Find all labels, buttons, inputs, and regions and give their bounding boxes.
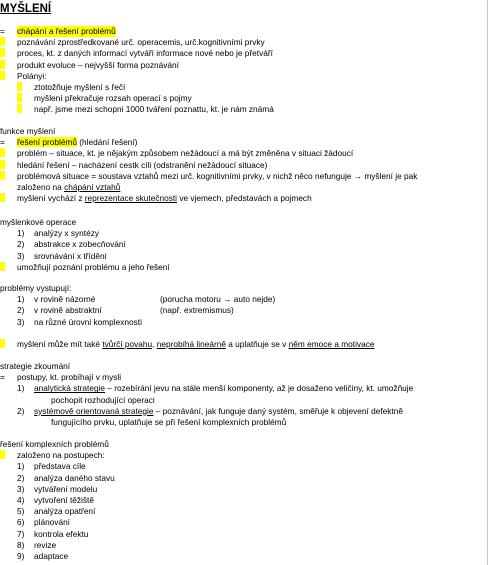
numbered-item: 7) kontrola efektu [17,528,89,539]
list-item: hledání řešení – nacházení cestk cíli (odstranění nežádoucí situace) [0,160,487,171]
list-item: umožňují poznání problému a jeho řešení [0,262,487,273]
list-item: = řešení problémů (hledání řešení) [0,137,138,148]
section-heading: řešení komplexních problémů [0,439,109,449]
numbered-item: 2) abstrakce x zobecňování [17,239,126,250]
numbered-item: 2) analýza daného stavu [17,472,115,483]
section-heading: myšlenkové operace [0,217,77,227]
numbered-item-continuation: fungujícího prvku, uplatňuje se při řešení komplexních problémů [51,416,287,427]
numbered-item: 1) analýzy x syntézy [17,228,100,239]
section-heading: strategie zkoumání [0,361,71,371]
numbered-item: 5) analýza opatření [17,506,96,517]
numbered-item: 3) srovnávání x třídění [17,250,107,261]
numbered-item: 2) systémově orientovaná strategie – poznávání, jak funguje daný systém, směřuje k objevení defektně [17,405,403,416]
numbered-item: 4) vytvoření těžiště [17,494,94,505]
section-complex-problems [0,439,487,562]
numbered-item: 1) představa cíle [17,461,86,472]
list-item: ztotožňuje myšlení s řečí [0,82,487,93]
section-heading: problémy vystupují: [0,283,72,293]
page-margin-line [487,0,488,565]
numbered-item: 6) plánování [17,517,70,528]
section-heading: funkce myšlení [0,126,56,136]
section-strategies [0,361,487,428]
list-item: Polányi: [0,71,487,82]
list-item: myšlení vychází z reprezentace skutečnosti ve vjemech, představách a pojmech [0,193,487,204]
list-item: produkt evoluce – nejvyšší forma poznávání [0,60,487,71]
section-operations [0,217,487,273]
list-item: poznávání zprostředkované urč. operacemis, urč.kognitivními prvky [0,37,487,48]
numbered-item: 1) v rovině názorné (porucha motoru → auto nejde) [17,294,276,305]
list-item: založeno na postupech: [0,450,487,461]
section-definition [0,26,487,116]
section-functions [0,126,487,204]
list-item: = chápání a řešení problémů [0,26,116,36]
list-item: problém – situace, kt. je nějakým způsobem nežádoucí a má být změněna v situaci žádoucí [0,148,487,159]
section-problems [0,283,487,328]
list-item: myšlení může mít také tvůrčí povahu, neprobíhá lineárně a uplatňuje se v něm emoce a motivace [0,339,487,350]
list-item: problémová situace = soustava vztahů mezi urč. kognitivními prvky, v nichž něco nefunguje → myšlení je pak [0,171,487,182]
numbered-item: 8) revize [17,539,57,550]
page-title: MYŠLENÍ [0,3,52,15]
list-item: = postupy, kt. probíhají v mysli [0,372,122,383]
list-item: proces, kt. z daných informací vytváří informace nové nebo je přetváří [0,48,487,59]
numbered-item: 1) analytická strategie – rozebírání jevu na stále menší komponenty, až je dosaženo veličiny, kt. umožňuje [17,383,414,394]
numbered-item: 2) v rovině abstraktní (např. extremismus) [17,305,234,316]
numbered-item: 9) adaptace [17,550,69,561]
numbered-item: 3) vytváření modelu [17,483,98,494]
numbered-item: 3) na různé úrovni komplexnosti [17,316,142,327]
list-item-continuation: založeno na chápání vztahů [17,181,121,192]
list-item: myšlení překračuje rozsah operací s pojmy [0,93,487,104]
list-item: např. jsme mezi schopni 1000 tváření poznattu, kt. je nám známá [0,104,487,115]
numbered-item-continuation: pochopit rozhodující operaci [51,394,155,405]
section-creative [0,339,487,350]
